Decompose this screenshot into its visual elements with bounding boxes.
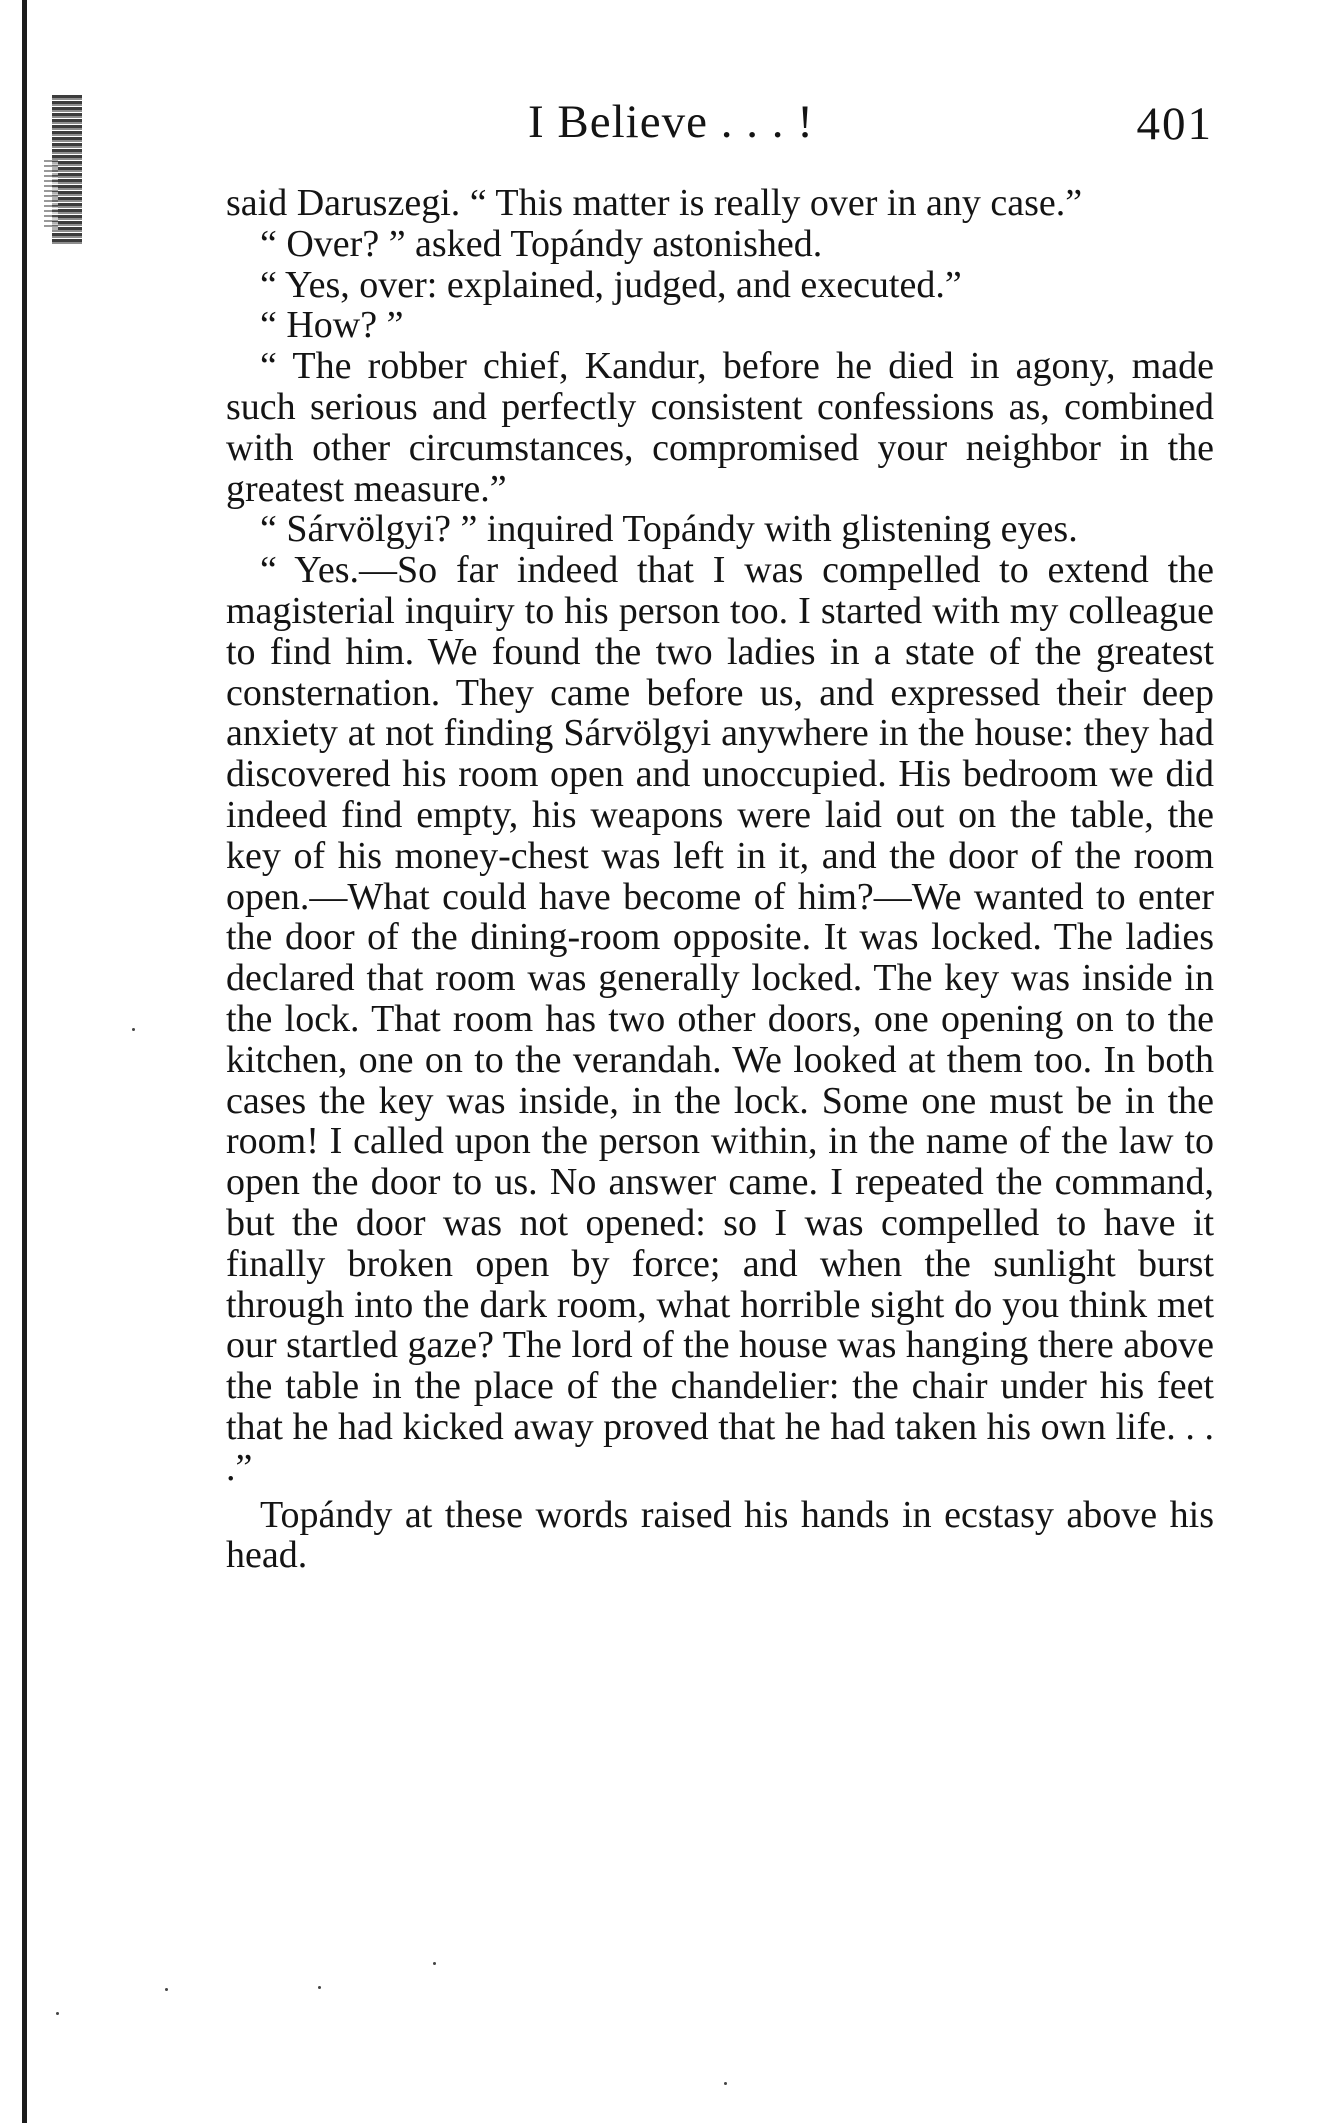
binding-shadow-mark-secondary bbox=[44, 160, 58, 230]
binding-edge-line bbox=[22, 0, 27, 2123]
paragraph: “ How? ” bbox=[260, 304, 404, 347]
page-number: 401 bbox=[1136, 98, 1213, 150]
scan-speck bbox=[318, 1986, 321, 1989]
scan-speck bbox=[132, 1028, 135, 1031]
page-header bbox=[228, 92, 1213, 152]
paragraph: “ Yes, over: explained, judged, and executed.” bbox=[260, 263, 962, 306]
scan-speck bbox=[724, 2082, 727, 2085]
paragraph: said Daruszegi. “ This matter is really over in any case.” bbox=[226, 182, 1083, 224]
running-title: I Believe . . . ! bbox=[528, 96, 814, 148]
paragraph: “ Sárvölgyi? ” inquired Topándy with glistening eyes. bbox=[260, 508, 1078, 551]
scan-speck bbox=[56, 2012, 59, 2015]
paragraph: Topándy at these words raised his hands in ecstasy above his head. bbox=[226, 1493, 1214, 1577]
body-text bbox=[226, 183, 1214, 1576]
paragraph: “ Yes.—So far indeed that I was compelled to extend the magisterial inquiry to his person too. I started with my colleague to find him. We found the two ladies in a state of the greatest consternation. They came before us, and expressed their deep anxiety at not finding Sárvölgyi anywhere in the house: they had discovered his room open and unoccupied. His bedroom we did indeed find empty, his weapons were laid out on the table, the key of his money-chest was left in it, and the door of the room open.—What could have become of him?—We wanted to enter the door of the dining-room opposite. It was locked. The ladies declared that room was generally locked. The key was inside in the lock. That room has two other doors, one opening on to the kitchen, one on to the verandah. We looked at them too. In both cases the key was inside, in the lock. Some one must be in the room! I called upon the person within, in the name of the law to open the door to us. No answer came. I repeated the command, but the door was not opened: so I was compelled to have it finally broken open by force; and when the sunlight burst through into the dark room, what horrible sight do you think met our startled gaze? The lord of the house was hanging there above the table in the place of the chandelier: the chair under his feet that he had kicked away proved that he had taken his own life. . . .” bbox=[226, 549, 1214, 1489]
scan-speck bbox=[165, 1988, 168, 1991]
scan-speck bbox=[433, 1962, 436, 1965]
paragraph: “ The robber chief, Kandur, before he died in agony, made such serious and perfectly consistent confessions as, combined with other circumstances, compromised your neighbor in the greatest measure.” bbox=[226, 345, 1214, 510]
paragraph: “ Over? ” asked Topándy astonished. bbox=[260, 222, 823, 265]
